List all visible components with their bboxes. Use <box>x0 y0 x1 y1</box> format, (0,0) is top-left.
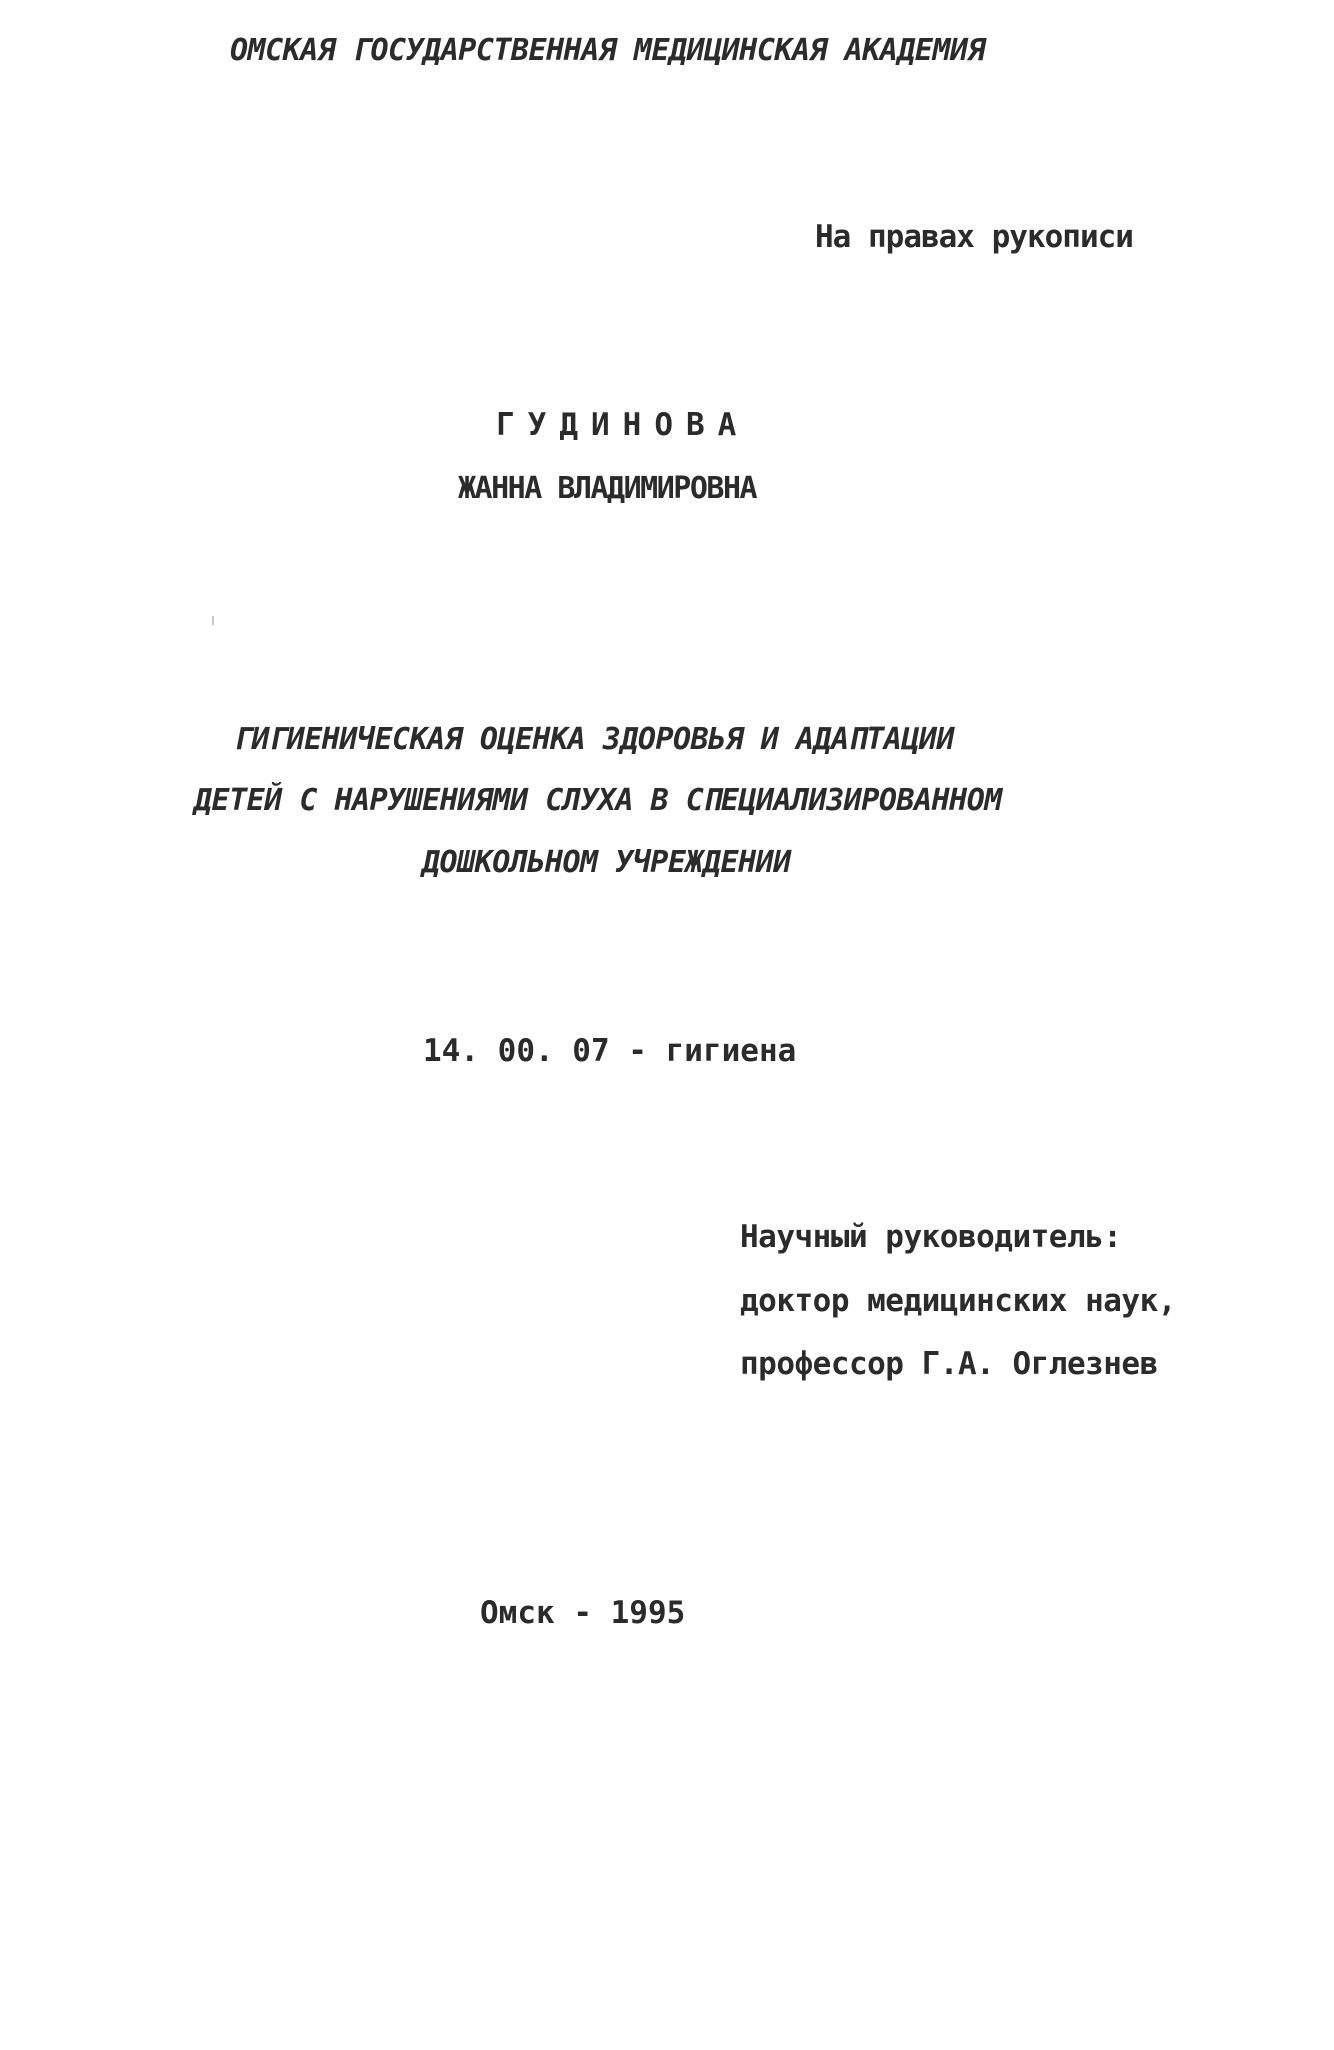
city-year: Омск - 1995 <box>480 1595 686 1631</box>
advisor-degree: доктор медицинских наук, <box>740 1283 1176 1319</box>
specialty-code: 14. 00. 07 - гигиена <box>423 1033 797 1069</box>
institution-name: ОМСКАЯ ГОСУДАРСТВЕННАЯ МЕДИЦИНСКАЯ АКАДЕМИЯ <box>230 33 986 68</box>
advisor-label: Научный руководитель: <box>740 1219 1122 1255</box>
title-line: ДОШКОЛЬНОМ УЧРЕЖДЕНИИ <box>422 845 791 880</box>
rights-notice: На правах рукописи <box>815 219 1133 255</box>
advisor-name: профессор Г.А. Оглезнев <box>740 1346 1158 1382</box>
scan-speck <box>212 616 214 625</box>
title-line: ГИГИЕНИЧЕСКАЯ ОЦЕНКА ЗДОРОВЬЯ И АДАПТАЦИИ <box>234 722 955 757</box>
author-given-names: ЖАННА ВЛАДИМИРОВНА <box>458 471 757 506</box>
author-surname: ГУДИНОВА <box>496 407 750 443</box>
title-line: ДЕТЕЙ С НАРУШЕНИЯМИ СЛУХА В СПЕЦИАЛИЗИРОВАННОМ <box>194 783 1002 818</box>
